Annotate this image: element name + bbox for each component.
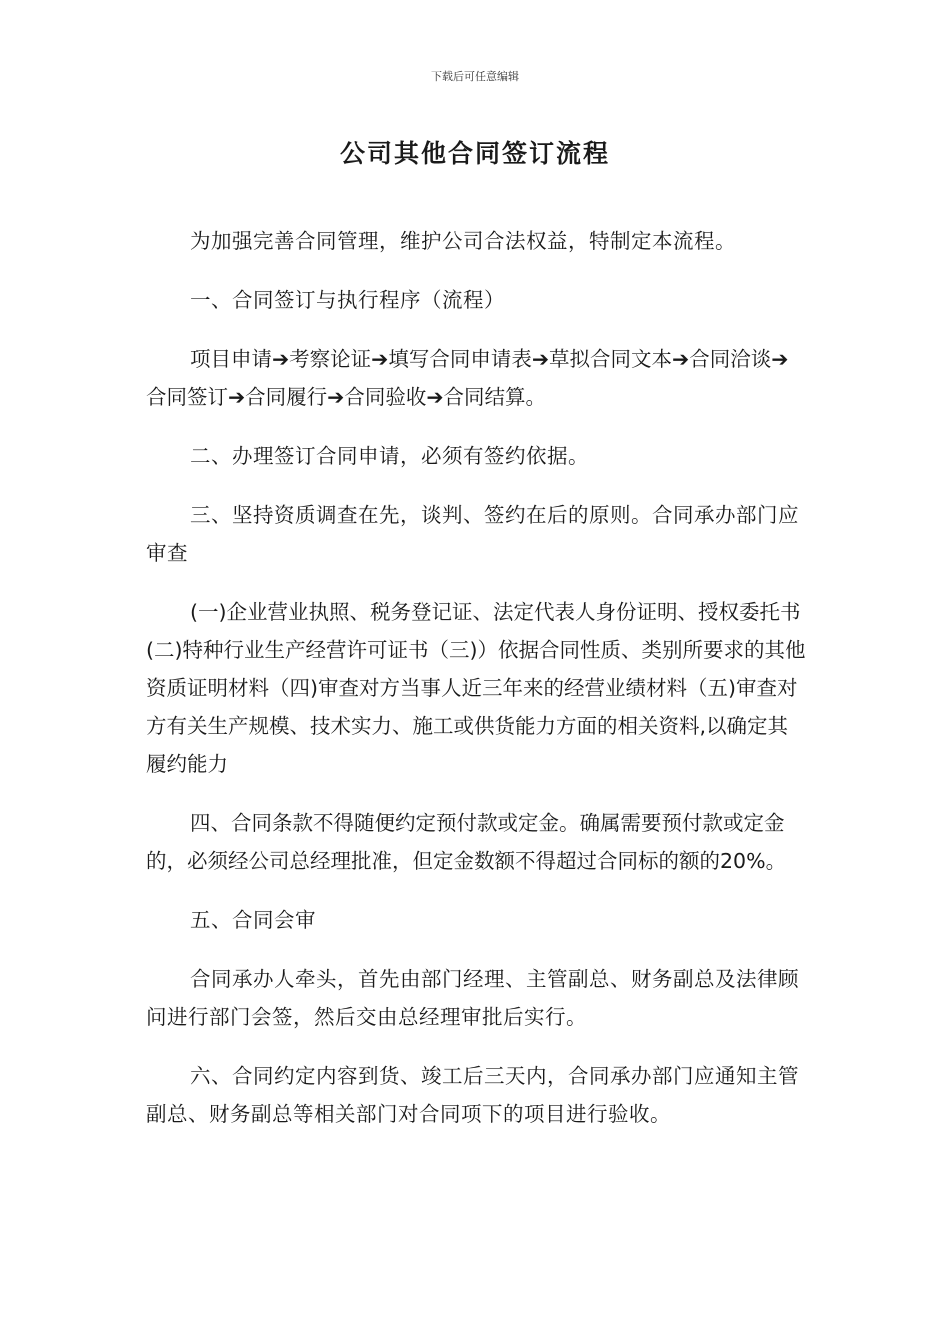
paragraph-section-2: 二、办理签订合同申请，必须有签约依据。 bbox=[190, 444, 589, 468]
paragraph-section-5: 五、合同会审 bbox=[190, 908, 316, 932]
paragraph-review: 合同承办人牵头，首先由部门经理、主管副总、财务副总及法律顾问进行部门会签，然后交由总经理审批后实行。 bbox=[146, 967, 799, 1029]
paragraph-section-6: 六、合同约定内容到货、竣工后三天内，合同承办部门应通知主管副总、财务副总等相关部门对合同项下的项目进行验收。 bbox=[146, 1064, 799, 1126]
paragraph-intro: 为加强完善合同管理，维护公司合法权益，特制定本流程。 bbox=[190, 229, 736, 253]
paragraph-section-1: 一、合同签订与执行程序（流程） bbox=[190, 288, 505, 312]
paragraph-section-4: 四、合同条款不得随便约定预付款或定金。确属需要预付款或定金的，必须经公司总经理批准，但定金数额不得超过合同标的额的20%。 bbox=[146, 811, 787, 873]
paragraph-section-3: 三、坚持资质调查在先，谈判、签约在后的原则。合同承办部门应审查 bbox=[146, 503, 799, 565]
document-title: 公司其他合同签订流程 bbox=[339, 139, 610, 168]
paragraph-process-flow: 项目申请➔考察论证➔填写合同申请表➔草拟合同文本➔合同洽谈➔合同签订➔合同履行➔合同验收➔合同结算。 bbox=[146, 347, 789, 409]
paragraph-qualification-list: (一)企业营业执照、税务登记证、法定代表人身份证明、授权委托书(二)特种行业生产经营许可证书（三)）依据合同性质、类别所要求的其他资质证明材料（四)审查对方当事人近三年来的经营业绩材料（五)审查对方有关生产规模、技术实力、施工或供货能力方面的相关资料,以确定其履约能力 bbox=[146, 600, 806, 776]
document-body bbox=[146, 222, 806, 1154]
header-note: 下载后可任意编辑 bbox=[431, 70, 519, 83]
